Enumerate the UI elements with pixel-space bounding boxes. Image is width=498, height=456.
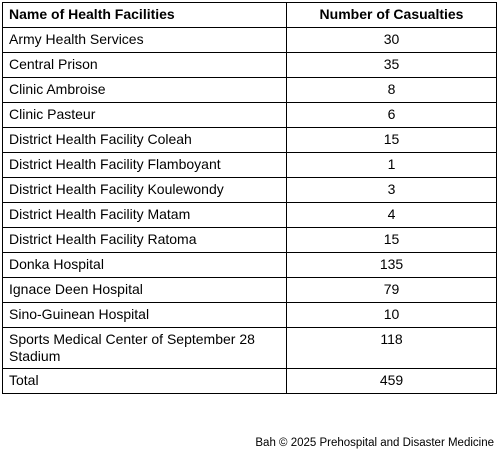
facility-name: Central Prison bbox=[3, 53, 287, 78]
facility-name: District Health Facility Coleah bbox=[3, 128, 287, 153]
table-row bbox=[3, 328, 497, 369]
header-casualty-count: Number of Casualties bbox=[287, 3, 497, 28]
facility-name: Clinic Ambroise bbox=[3, 78, 287, 103]
table-row bbox=[3, 128, 497, 153]
table-row bbox=[3, 278, 497, 303]
table-row bbox=[3, 203, 497, 228]
table-row bbox=[3, 28, 497, 53]
casualty-count: 1 bbox=[287, 153, 497, 178]
table-row bbox=[3, 78, 497, 103]
casualty-count: 6 bbox=[287, 103, 497, 128]
table-row bbox=[3, 153, 497, 178]
casualties-table bbox=[2, 2, 497, 394]
casualty-count: 15 bbox=[287, 228, 497, 253]
facility-name: District Health Facility Flamboyant bbox=[3, 153, 287, 178]
facility-name: Ignace Deen Hospital bbox=[3, 278, 287, 303]
facility-name: Army Health Services bbox=[3, 28, 287, 53]
casualty-count: 79 bbox=[287, 278, 497, 303]
facility-name: District Health Facility Koulewondy bbox=[3, 178, 287, 203]
facility-name: District Health Facility Matam bbox=[3, 203, 287, 228]
facility-name: District Health Facility Ratoma bbox=[3, 228, 287, 253]
total-row bbox=[3, 369, 497, 394]
table-row bbox=[3, 53, 497, 78]
casualty-count: 135 bbox=[287, 253, 497, 278]
header-facility-name: Name of Health Facilities bbox=[3, 3, 287, 28]
table-row bbox=[3, 253, 497, 278]
facility-name: Sino-Guinean Hospital bbox=[3, 303, 287, 328]
casualty-count: 35 bbox=[287, 53, 497, 78]
casualty-count: 30 bbox=[287, 28, 497, 53]
facility-name: Clinic Pasteur bbox=[3, 103, 287, 128]
total-label: Total bbox=[3, 369, 287, 394]
casualty-count: 4 bbox=[287, 203, 497, 228]
casualty-count: 10 bbox=[287, 303, 497, 328]
table-header-row bbox=[3, 3, 497, 28]
table-row bbox=[3, 178, 497, 203]
facility-name: Sports Medical Center of September 28 Stadium bbox=[3, 328, 287, 369]
casualty-count: 15 bbox=[287, 128, 497, 153]
facility-name: Donka Hospital bbox=[3, 253, 287, 278]
table-row bbox=[3, 228, 497, 253]
copyright-credit: Bah © 2025 Prehospital and Disaster Medicine bbox=[255, 437, 494, 449]
casualty-count: 8 bbox=[287, 78, 497, 103]
total-value: 459 bbox=[287, 369, 497, 394]
table-row bbox=[3, 103, 497, 128]
table-row bbox=[3, 303, 497, 328]
casualty-count: 118 bbox=[287, 328, 497, 369]
casualty-count: 3 bbox=[287, 178, 497, 203]
